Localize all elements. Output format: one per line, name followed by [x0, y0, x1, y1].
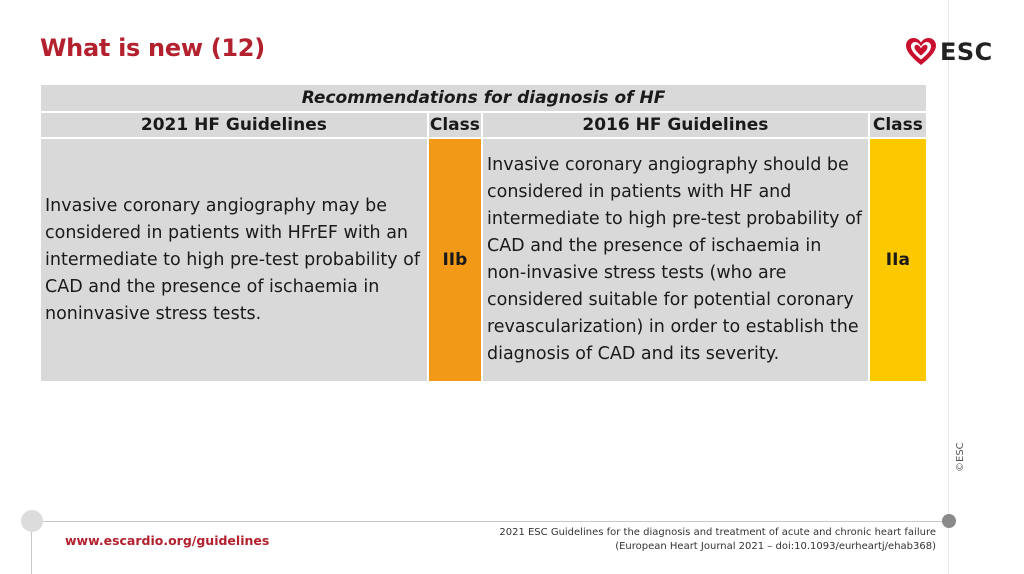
- header-2016-guidelines: 2016 HF Guidelines: [483, 113, 868, 137]
- citation-line-2: (European Heart Journal 2021 – doi:10.1093/eurheartj/ehab368): [615, 541, 936, 552]
- recommendation-2021-text: Invasive coronary angiography may be considered in patients with HFrEF with an intermediate to high pre-test probability of CAD and the presence of ischaemia in noninvasive stress tests.: [41, 139, 427, 381]
- class-badge-2016: IIa: [870, 139, 926, 381]
- citation-line-1: 2021 ESC Guidelines for the diagnosis and treatment of acute and chronic heart failure: [499, 527, 936, 538]
- footer-dot-right: [942, 514, 956, 528]
- slide-title: What is new (12): [40, 34, 265, 62]
- right-guide-line: [948, 0, 949, 514]
- footer-dot-left: [21, 510, 43, 532]
- footer-url-link[interactable]: www.escardio.org/guidelines: [65, 533, 270, 548]
- right-guide-line-lower: [948, 528, 949, 574]
- footer-citation: [499, 526, 936, 554]
- table-caption: Recommendations for diagnosis of HF: [41, 85, 926, 111]
- heart-logo-icon: [905, 36, 937, 68]
- recommendations-table: [39, 83, 928, 383]
- header-2016-class: Class: [870, 113, 926, 137]
- copyright-side-label: ©ESC: [955, 442, 966, 472]
- header-2021-guidelines: 2021 HF Guidelines: [41, 113, 427, 137]
- footer-left-line: [31, 532, 32, 574]
- header-2021-class: Class: [429, 115, 480, 135]
- logo-text: ESC: [940, 38, 993, 66]
- esc-logo: [905, 35, 993, 69]
- footer-divider: [32, 521, 949, 522]
- class-badge-2021: IIb: [429, 139, 481, 381]
- recommendation-2016-text: Invasive coronary angiography should be considered in patients with HF and intermediate to high pre-test probability of CAD and the presence of ischaemia in non-invasive stress tests (who are considered suitable for potential coronary revascularization) in order to establish the diagnosis of CAD and its severity.: [483, 139, 868, 381]
